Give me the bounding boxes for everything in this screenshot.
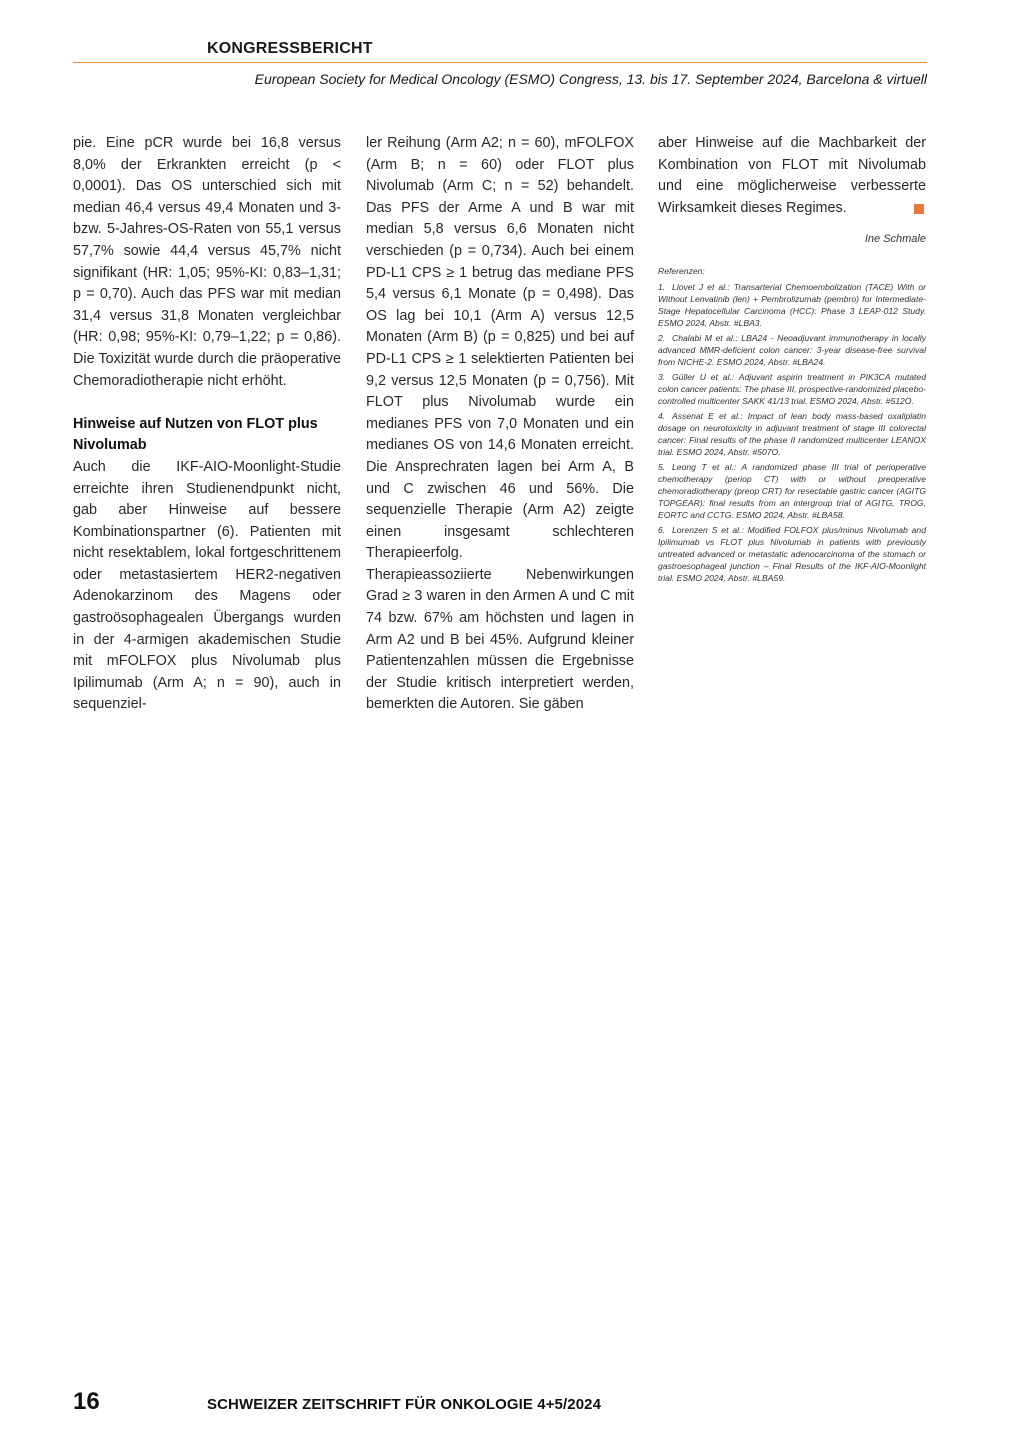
reference-text: Leong T et al.: A randomized phase III trial of perioperative chemotherapy (periop CT) with or without preoperative chemoradiotherapy (preop CRT) for resectable gastric cancer (AGITG TOPGEAR): final results from an intergroup trial of AGITG, TROG, EORTC and CCTG. ESMO 2024, Abstr. #LBA58. [658,461,926,520]
paragraph: Auch die IKF-AIO-Moonlight-Studie erreichte ihren Studienendpunkt nicht, gab aber Hinweise auf bessere Kombinationspartner (6). Patienten mit nicht resektablem, lokal fortgeschrittenem oder metastasiertem HER2-negativen Adenokarzinom des Magens oder gastroösophagealen Übergangs wurden in der 4-armigen akademischen Studie mit mFOLFOX plus Nivolumab plus Ipilimumab (Arm A; n = 90), auch in sequenziel- [73,458,341,713]
reference-item [658,524,926,584]
congress-subtitle: European Society for Medical Oncology (ESMO) Congress, 13. bis 17. September 2024, Barcelona & virtuell [254,71,927,87]
reference-text: Güller U et al.: Adjuvant aspirin treatment in PIK3CA mutated colon cancer patients: The phase III, prospective-randomized placebo-controlled multicenter SAKK 41/13 trial. ESMO 2024, Abstr. #512O. [658,371,926,406]
section-kicker: KONGRESSBERICHT [207,40,373,57]
reference-item [658,410,926,458]
journal-title: SCHWEIZER ZEITSCHRIFT FÜR ONKOLOGIE 4+5/2024 [207,1396,602,1413]
reference-number: 3. [658,371,666,382]
reference-number: 2. [658,332,666,343]
author-name: Ine Schmale [864,233,926,246]
reference-number: 5. [658,461,666,472]
text-column-2 [366,133,634,716]
references-title: Referenzen: [658,265,705,276]
reference-number: 4. [658,410,666,421]
reference-item [658,371,926,407]
reference-text: Chalabi M et al.: LBA24 - Neoadjuvant immunotherapy in locally advanced MMR-deficient colon cancer: 3-year disease-free survival from NICHE-2. ESMO 2024, Abstr. #LBA24. [658,332,926,367]
paragraph: ler Reihung (Arm A2; n = 60), mFOLFOX (Arm B; n = 60) oder FLOT plus Nivolumab (Arm C; n = 52) behandelt. Das PFS der Arme A und B war mit median 5,8 versus 6,6 Monaten nicht verschieden (p = 0,734). Auch bei einem PD-L1 CPS ≥ 1 betrug das mediane PFS 5,4 versus 6,1 Monate (p = 0,498). Das OS lag bei 10,1 (Arm A) versus 12,5 Monaten (Arm B) (p = 0,825) und bei auf PD-L1 CPS ≥ 1 selektierten Patienten bei 9,2 versus 12,5 Monaten (p = 0,756). Mit FLOT plus Nivolumab wurde ein medianes PFS von 7,0 Monaten und ein medianes OS von 14,6 Monaten erreicht. Die Ansprechraten lagen bei Arm A, B und C zwischen 46 und 56%. Die sequenzielle Therapie (Arm A2) zeigte einen insgesamt schlechteren Therapieerfolg. [366,135,634,562]
reference-text: Llovet J et al.: Transarterial Chemoembolization (TACE) With or Without Lenvatinib (len) + Pembrolizumab (pembro) for Intermediate-Stage Hepatocellular Carcinoma (HCC): Phase 3 LEAP-012 Study. ESMO 2024, Abstr. #LBA3. [658,281,926,328]
paragraph-text: aber Hinweise auf die Machbarkeit der Kombination von FLOT mit Nivolumab und eine möglicherweise verbesserte Wirksamkeit dieses Regimes. [658,135,926,216]
reference-number: 1. [658,281,666,292]
text-column-1 [73,133,341,716]
text-column-3 [658,133,926,587]
paragraph: pie. Eine pCR wurde bei 16,8 versus 8,0% der Erkrankten erreicht (p < 0,0001). Das OS unterschied sich mit median 46,4 versus 49,4 Monaten und 3- bzw. 5-Jahres-OS-Raten von 55,1 versus 57,7% sowie 44,4 versus 45,7% nicht signifikant (HR: 1,05; 95%-KI: 0,83–1,31; p = 0,70). Auch das PFS war mit median 31,4 versus 31,8 Monaten vergleichbar (HR: 0,98; 95%-KI: 0,79–1,22; p = 0,86). Die Toxizität wurde durch die präoperative Chemoradiotherapie nicht erhöht. [73,135,341,389]
section-heading: Hinweise auf Nutzen von FLOT plus Nivolumab [73,415,318,454]
reference-item [658,332,926,368]
reference-item [658,281,926,329]
reference-list [658,281,926,584]
reference-item [658,461,926,521]
reference-text: Assenat E et al.: Impact of lean body mass-based oxaliplatin dosage on neurotoxicity in adjuvant treatment of stage III colorectal cancer: Final results of the phase II randomized multicenter LEANOX trial. ESMO 2024, Abstr. #507O. [658,410,926,457]
reference-number: 6. [658,524,666,535]
header-divider [73,62,927,63]
end-of-article-icon [914,204,924,214]
page-number: 16 [73,1388,100,1415]
paragraph [658,133,926,219]
references [658,265,926,584]
reference-text: Lorenzen S et al.: Modified FOLFOX plus/minus Nivolumab and Ipilimumab vs FLOT plus Nivolumab in patients with previously untreated advanced or metastatic adenocarcinoma of the stomach or gastroesophageal junction – Final Results of the IKF-AIO-Moonlight trial. ESMO 2024, Abstr. #LBA59. [658,524,926,583]
paragraph: Therapieassoziierte Nebenwirkungen Grad ≥ 3 waren in den Armen A und C mit 74 bzw. 67% am höchsten und lagen in Arm A2 und B bei 45%. Aufgrund kleiner Patientenzahlen müssen die Ergebnisse der Studie kritisch interpretiert werden, bemerkten die Autoren. Sie gäben [366,566,634,713]
